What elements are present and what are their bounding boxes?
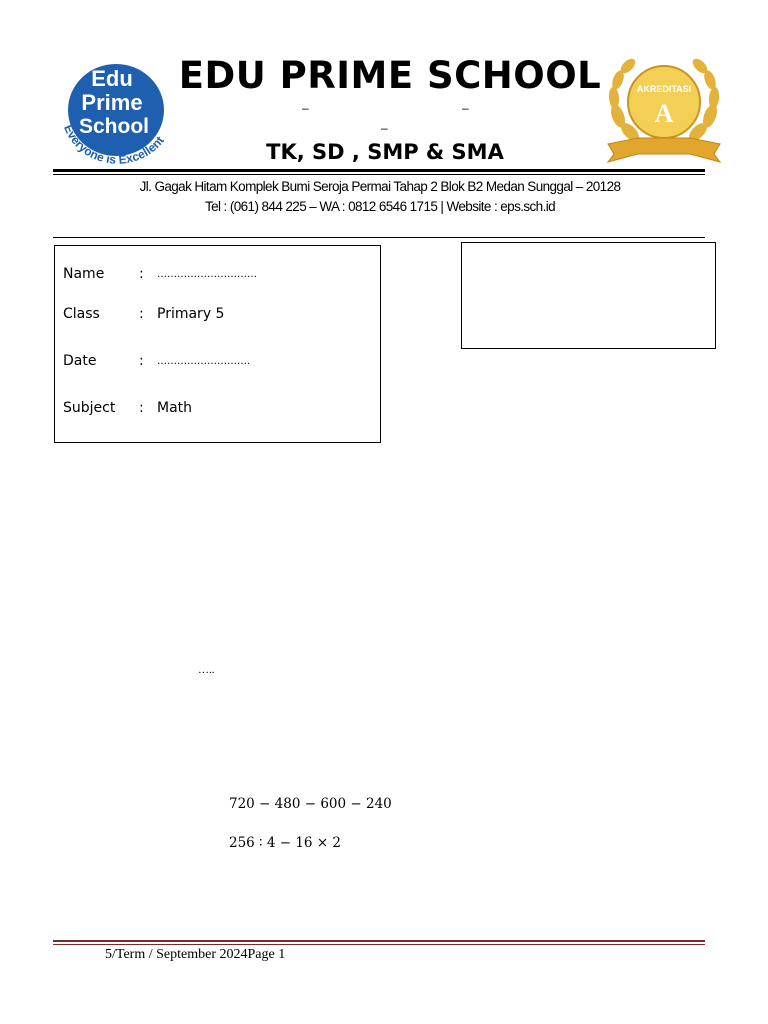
- name-label: Name: [63, 266, 105, 282]
- logo-word-edu: Edu: [91, 66, 133, 91]
- date-field[interactable]: ……………………….: [157, 356, 251, 367]
- name-colon: :: [139, 266, 144, 282]
- class-label: Class: [63, 306, 100, 322]
- footer-divider-thick: [53, 940, 705, 942]
- answer-dots: …..: [198, 664, 215, 676]
- accreditation-seal: [598, 54, 730, 166]
- school-name: EDU PRIME SCHOOL: [178, 54, 602, 97]
- subject-colon: :: [139, 400, 144, 416]
- seal-grade: A: [654, 99, 674, 128]
- class-colon: :: [139, 306, 144, 322]
- expression-2: 256 ∶ 4 − 16 × 2: [229, 835, 342, 851]
- footer-text: 5/Term / September 2024Page 1: [105, 947, 286, 962]
- name-field[interactable]: …………………………: [157, 269, 257, 280]
- address-line-1: Jl. Gagak Hitam Komplek Bumi Seroja Permai Tahap 2 Blok B2 Medan Sunggal – 20128: [139, 179, 621, 194]
- header-dash-center: –: [381, 121, 388, 135]
- logo-word-school: School: [78, 115, 150, 138]
- logo-tagline: Everyone is Excellent: [61, 122, 167, 167]
- date-colon: :: [139, 353, 144, 369]
- date-label: Date: [63, 353, 97, 369]
- subject-value: Math: [157, 400, 193, 416]
- header-dash-left: –: [302, 101, 309, 115]
- address-line-2: Tel : (061) 844 225 – WA : 0812 6546 1715 | Website : eps.sch.id: [204, 199, 556, 214]
- header-divider-thin: [53, 174, 705, 175]
- class-value: Primary 5: [157, 306, 225, 322]
- seal-label: AKREDITASI: [636, 84, 692, 94]
- student-info-box: [54, 245, 381, 443]
- subject-label: Subject: [63, 400, 116, 416]
- school-levels: TK, SD , SMP & SMA: [266, 140, 504, 164]
- logo-word-prime: Prime: [81, 90, 143, 115]
- school-address: [60, 177, 700, 217]
- header-dash-right: –: [462, 101, 469, 115]
- score-box: [461, 242, 716, 349]
- header-divider-thick: [53, 169, 705, 172]
- address-divider: [53, 237, 705, 238]
- expression-1: 720 − 480 − 600 − 240: [229, 796, 392, 812]
- footer-divider-thin: [53, 944, 705, 945]
